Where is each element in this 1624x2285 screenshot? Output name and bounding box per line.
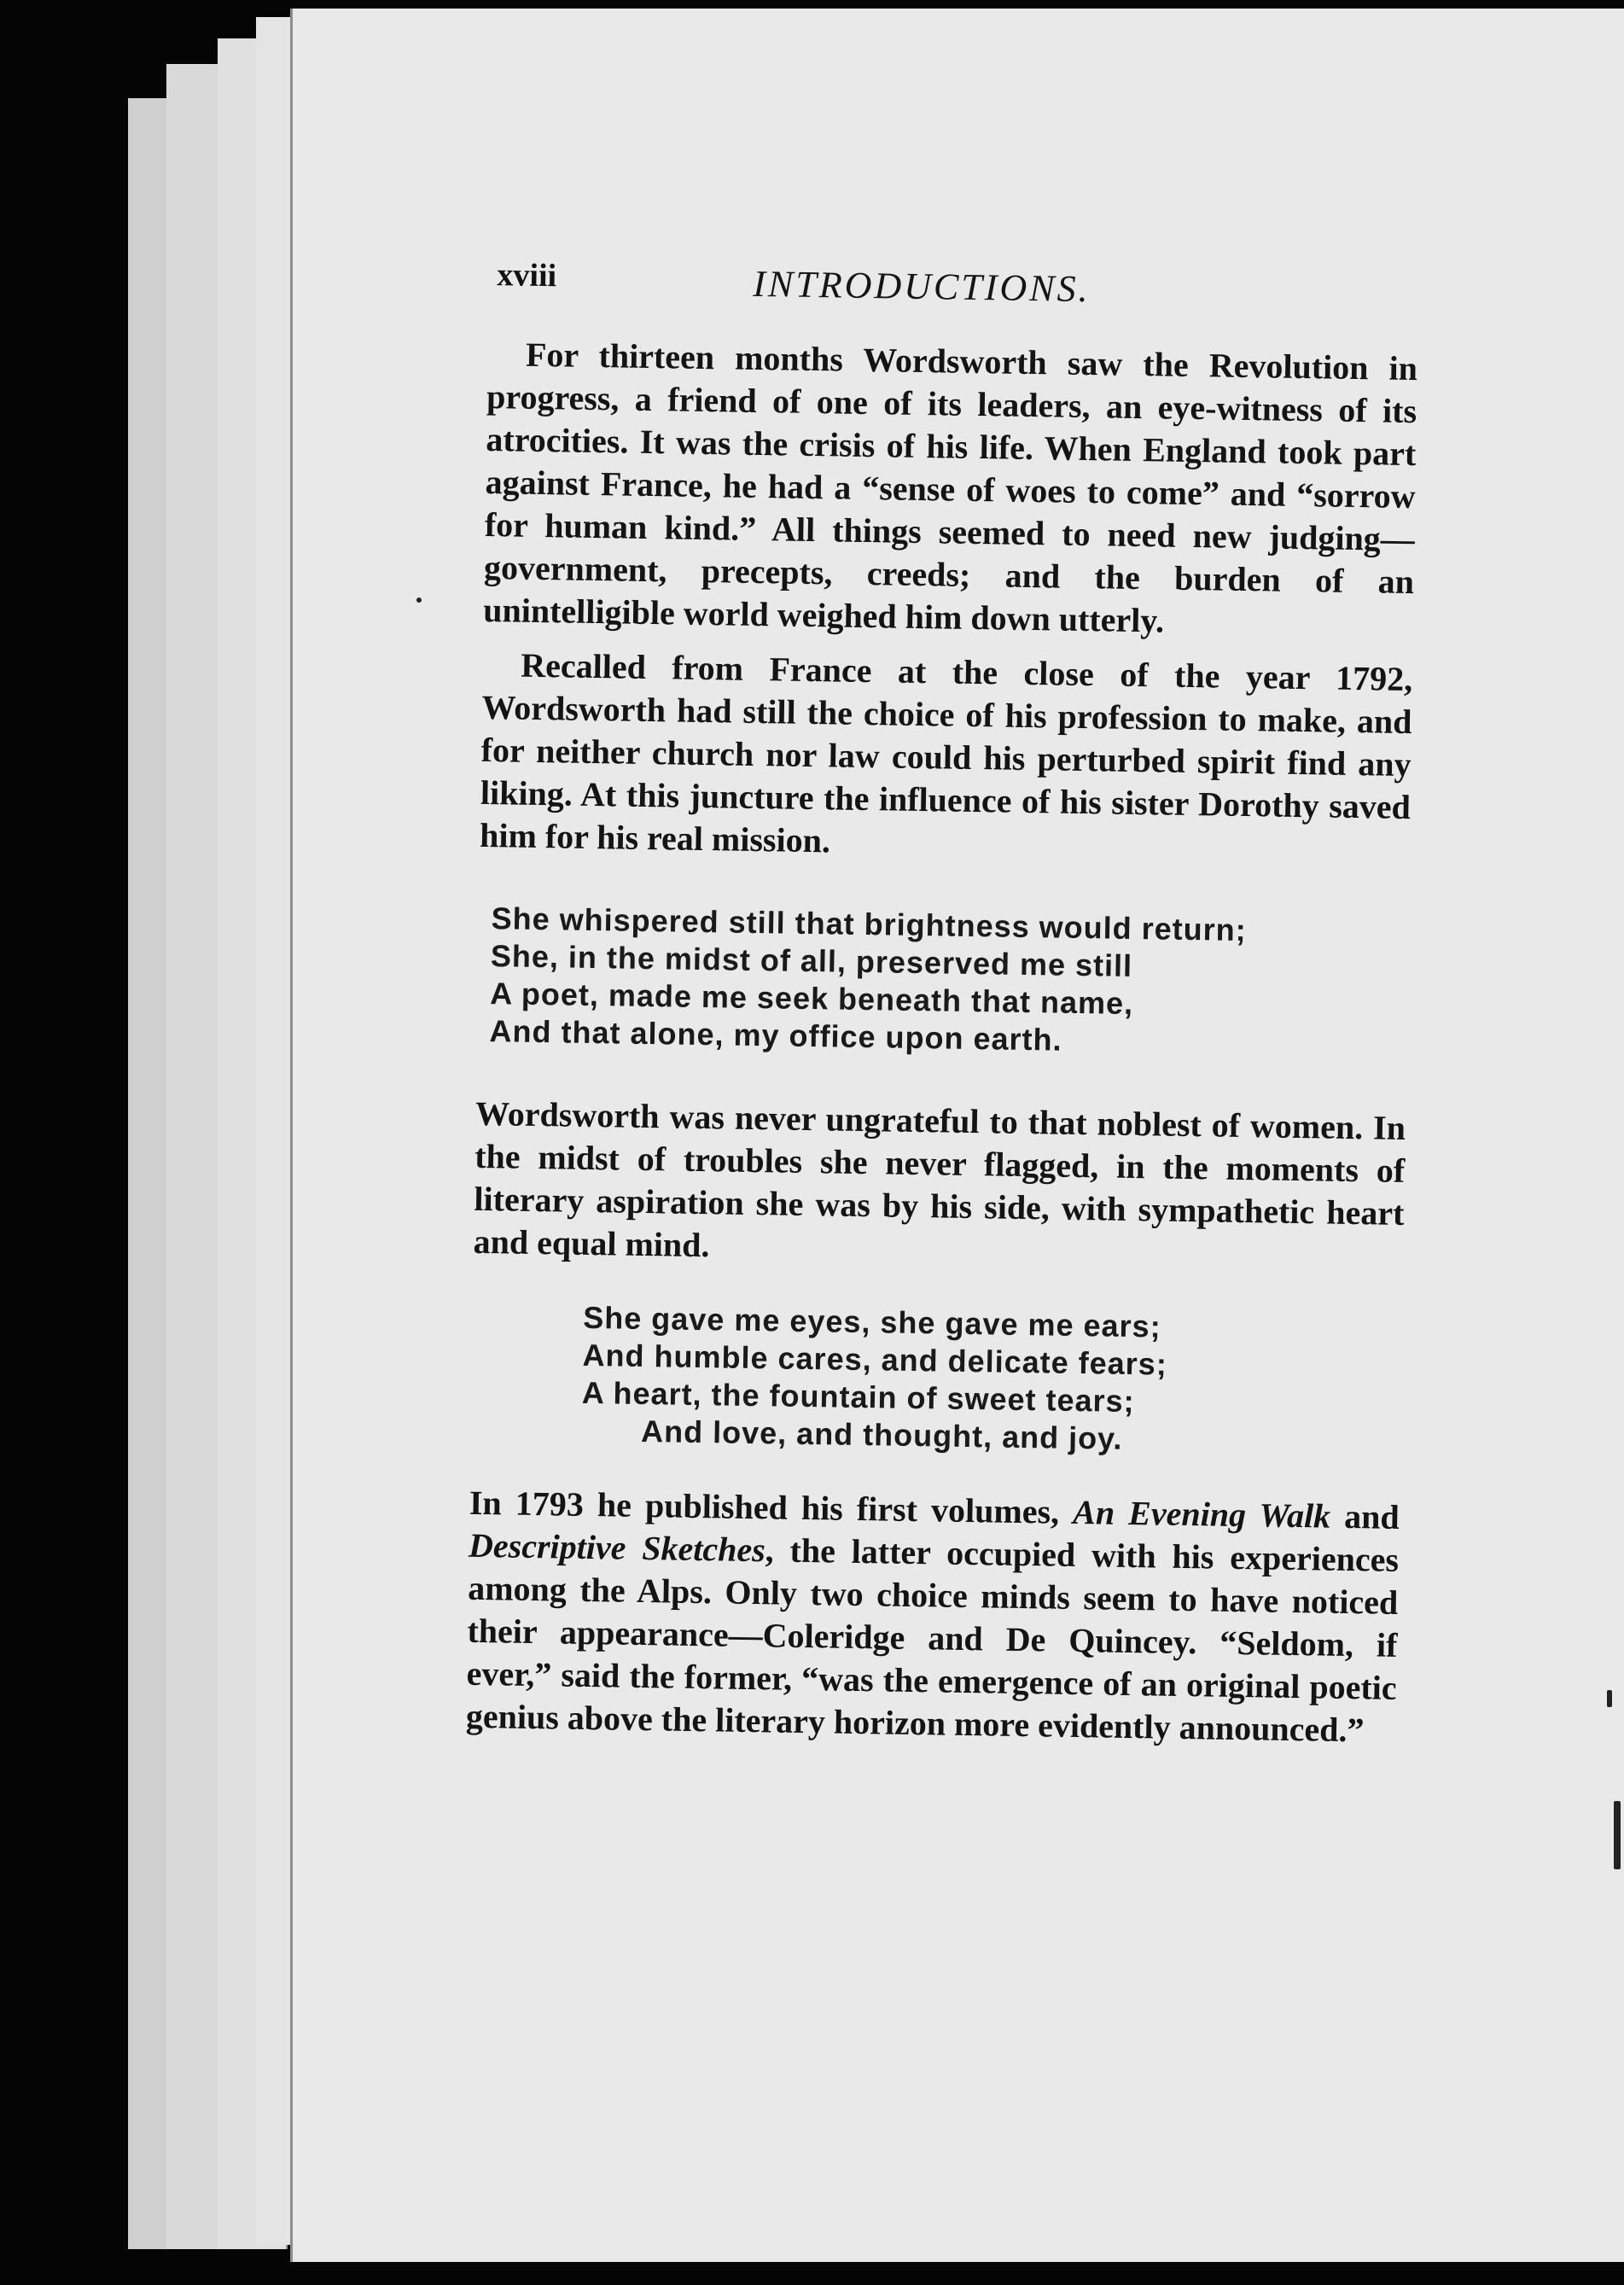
paragraph-text: Recalled from France at the close of the year 1792, Wordsworth had still the choice of his profession to make, and for neither church nor law could his perturbed spirit find any liking. At this juncture the influence of his sister Dorothy saved him for his real mission.: [479, 645, 1413, 860]
paragraph-text: , the latter occupied with his experiences among the Alps. Only two choice minds seem to have noticed their appearance—Coleridge and De Quincey. “Seldom, if ever,” said the former, “was the emergence of an original poetic genius above the literary horizon more evidently announced.”: [465, 1530, 1400, 1750]
scan-speck: [1607, 1690, 1612, 1707]
paragraph-text: Wordsworth was never ungrateful to that noblest of women. In the midst of troubles she never flagged, in the moments of literary aspiration she was by his side, with sympathetic heart and equal mind.: [473, 1093, 1406, 1265]
paragraph: [483, 333, 1417, 646]
paragraph: [466, 1482, 1400, 1752]
verse-line: And love, and thought, and joy.: [640, 1413, 1123, 1456]
verse-quote: [489, 900, 1409, 1064]
book-title: An Evening Walk: [1072, 1492, 1331, 1536]
scan-speck: [416, 597, 422, 603]
verse-quote: [581, 1299, 1403, 1462]
verse-line: She whispered still that brightness would return;: [491, 901, 1247, 948]
paragraph: [480, 644, 1413, 871]
verse-line: And humble cares, and delicate fears;: [582, 1337, 1168, 1382]
verse-line: She, in the midst of all, preserved me still: [490, 938, 1133, 983]
verse-line: And that alone, my office upon earth.: [489, 1013, 1062, 1058]
page-header: [488, 248, 1419, 330]
book-page: [290, 9, 1624, 2262]
paragraph: [473, 1093, 1406, 1278]
running-head: INTRODUCTIONS.: [752, 262, 1091, 311]
verse-line: A heart, the fountain of sweet tears;: [581, 1374, 1135, 1419]
page-content: [466, 248, 1419, 1752]
paragraph-text: For thirteen months Wordsworth saw the Revolution in progress, a friend of one of its leaders, an eye-witness of its atrocities. It was the crisis of his life. When England took part against France, he had a “sense of woes to come” and “sorrow for human kind.” All things seemed to need new judging—government, precepts, creeds; and the burden of an unintelligible world weighed him down utterly.: [482, 335, 1418, 640]
book-title: Descriptive Sketches: [468, 1525, 766, 1570]
paragraph-text: In 1793 he published his first volumes,: [469, 1483, 1074, 1531]
verse-line: She gave me eyes, she gave me ears;: [583, 1299, 1161, 1344]
page-number: xviii: [497, 257, 557, 294]
paragraph-text: and: [1330, 1496, 1400, 1536]
verse-line: A poet, made me seek beneath that name,: [489, 976, 1134, 1021]
scan-speck: [1614, 1801, 1621, 1869]
